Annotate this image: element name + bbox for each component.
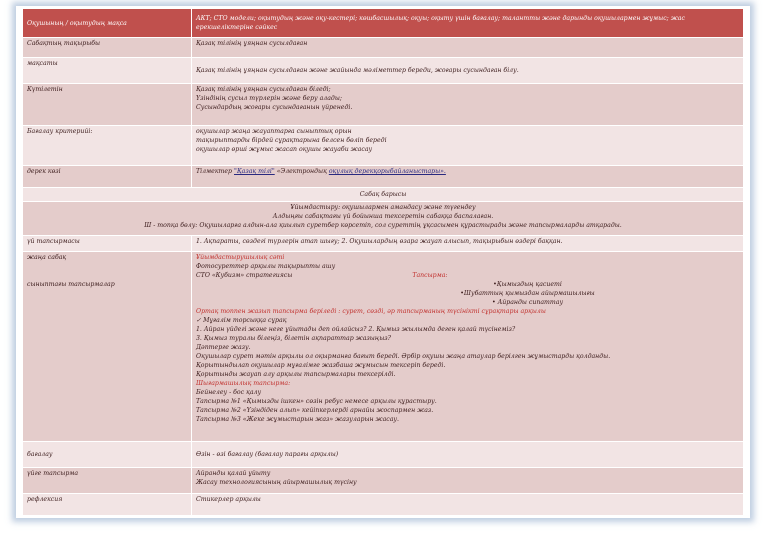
creative-line: Тапсырма №3 «Жеке жұмыстарын жаз» жазуларын жасау. [196,416,399,423]
organization-line: Алдыңғы сабақтағы үй бойынша тексеретін сабаққа баспалаған. [272,213,494,220]
organization-line: Ұйымдастыру: оқушылармен амандасу және түгендеу [290,204,476,211]
organization-line: Ш - топқа бөлу: Оқушыларға алдын-ала қиылып суретбер көрсетіп, сол суреттің ұқсасымен құрастырады және тапсырмаларды атқарады. [144,222,622,229]
header-left-cell: Оқушының / оқытудың мақса [23,9,192,38]
criteria-row [23,126,744,166]
group-task-text: топпен жазып тапсырма беріледі : сурет, сөзді, әр тапсырманың түсінікті сұрақтары арқылы [220,308,546,315]
reflection-label: рефлексия [23,494,192,516]
resources-row [23,166,744,188]
homework-check-label: үй тапсырмасы [23,236,192,252]
body-line: Қорытынды жауап алу арқылы тапсырмалары тексерілді. [196,371,396,378]
aim-row [23,58,744,84]
new-lesson-line [196,271,739,280]
assessment-row [23,442,744,468]
task-bullet: •Қымыздың қасиеті [493,281,562,288]
assessment-value: Өзін - өзі бағалау (бағалау парағы арқылы) [192,442,744,468]
progress-title: Сабақ барысы [23,188,744,202]
expected-value [192,84,744,126]
assessment-label: бағалау [23,442,192,468]
resources-prefix: Тілмектер [196,168,233,175]
expected-line: Сусындардың жоғары сусындағанын үйренеді. [196,104,353,111]
topic-label: Сабақтың тақырыбы [23,38,192,58]
homework-line: Айранды қалай ұйыту [196,470,271,477]
body-line: 3. Қымыз туралы білеңіз, білетін ақпараттар жазыңыз? [196,335,391,342]
homework-value [192,468,744,494]
expected-line: Қазақ тілінің ұяңнан сусылдаған біледі; [196,86,331,93]
expected-line: Үзіндінің сусыл түрлерін және беру алады; [196,95,342,102]
group-task-red: Ортақ [196,308,219,315]
expected-row [23,84,744,126]
new-lesson-labels [23,252,192,442]
criteria-line: оқушылар өрші жұмыс жасап оқушы жауаби жасау [196,146,373,153]
homework-check-value: 1. Ақпараты, сөздегі түрлерін атап шығу; 2. Оқушылардың өзара жауап алысып, тақырыбын өздері баққан. [192,236,744,252]
body-line: ✓ Мұғалім торсыққа сұрақ [196,317,287,324]
class-tasks-label: сыныптағы тапсырмалар [27,281,115,288]
resources-link-1[interactable]: "Қазақ тілі" [234,168,275,175]
homework-row [23,468,744,494]
organization-text [23,202,744,236]
aim-label: мақсаты [23,58,192,84]
reflection-row [23,494,744,516]
task-bullet: •Шубаттың қымыздан айырмашылығы [460,290,595,297]
reflection-value: Стикерлер арқылы [192,494,744,516]
criteria-value [192,126,744,166]
criteria-line: тақырыптарды бірдей сұрақтарына белсен бөліп береді [196,137,387,144]
header-right-cell: АКТ; СТО модели; оқытудың және оқу-кестері; көшбасшылық; оқуы; оқыту үшін бағалау; талантты және дарынды оқушылармен жұмыс; жас ерекшеліктеріне сәйкес [192,9,744,38]
body-line: Оқушылар сурет мәтін арқылы ол оқырманға бағыт береді. Әрбір оқушы жаңа атаулар берілген жұмыстарды қолданды. [196,353,611,360]
group-task [196,307,739,316]
expected-label: Күтілетін [23,84,192,126]
resources-link-2[interactable]: оқулық дерекқорыбайланыстары». [328,168,446,175]
new-lesson-label: жаңа сабақ [27,254,67,261]
homework-line: Жасау технологиясының айырмашылық түсіну [196,479,357,486]
creative-task-heading: Шығармашылық тапсырма: [196,380,291,387]
task-label: Тапсырма: [412,272,448,279]
criteria-line: оқушылар жаңа жауаптарға сыныптық орын [196,128,352,135]
new-lesson-content [192,252,744,442]
criteria-label: Бағалау критерийі: [23,126,192,166]
document-page [16,6,750,518]
creative-line: Тапсырма №2 «Үзіндіден алып» кейіпкерлерді арнайы жоспармен жаз. [196,407,434,414]
resources-value [192,166,744,188]
new-lesson-row [23,252,744,442]
body-line: 1. Айран үйдегі және неге ұйытады деп ойлайсыз? 2. Қымыз жылымда деген қалай түсінеміз? [196,326,516,333]
table-header-row [23,9,744,38]
lesson-plan-table [22,8,744,516]
aim-value: Қазақ тілінің ұяңнан сусылдаған және жайында мәліметтер береди, жоғары сусындаған білу. [192,58,744,84]
progress-title-row [23,188,744,202]
homework-check-row [23,236,744,252]
creative-line: Бейнелеу - бос қалу [196,389,262,396]
resources-label: дерек көзі [23,166,192,188]
cubism-strategy: СТО «Кубизм» стратегиясы [196,272,293,279]
resources-mid: «Электрондық [276,168,327,175]
creative-line: Тапсырма №1 «Қымызды ішкен» сөзін ребус немесе арқылы құрастыру. [196,398,437,405]
topic-row [23,38,744,58]
task-bullet: • Айранды сипаттау [491,299,564,306]
homework-label: үйге тапсырма [23,468,192,494]
new-lesson-line: Фотосуреттер арқылы тақырыпты ашу [196,263,336,270]
body-line: Қорытындылап оқушылар мұғалімге жазбаша жұмысын тексеріп береді. [196,362,446,369]
topic-value: Қазақ тілінің ұяңнан сусылдаған [192,38,744,58]
body-line: Дәптерге жазу. [196,344,251,351]
new-lesson-heading: Ұйымдастырушылық сәті [196,254,285,261]
organization-row [23,202,744,236]
